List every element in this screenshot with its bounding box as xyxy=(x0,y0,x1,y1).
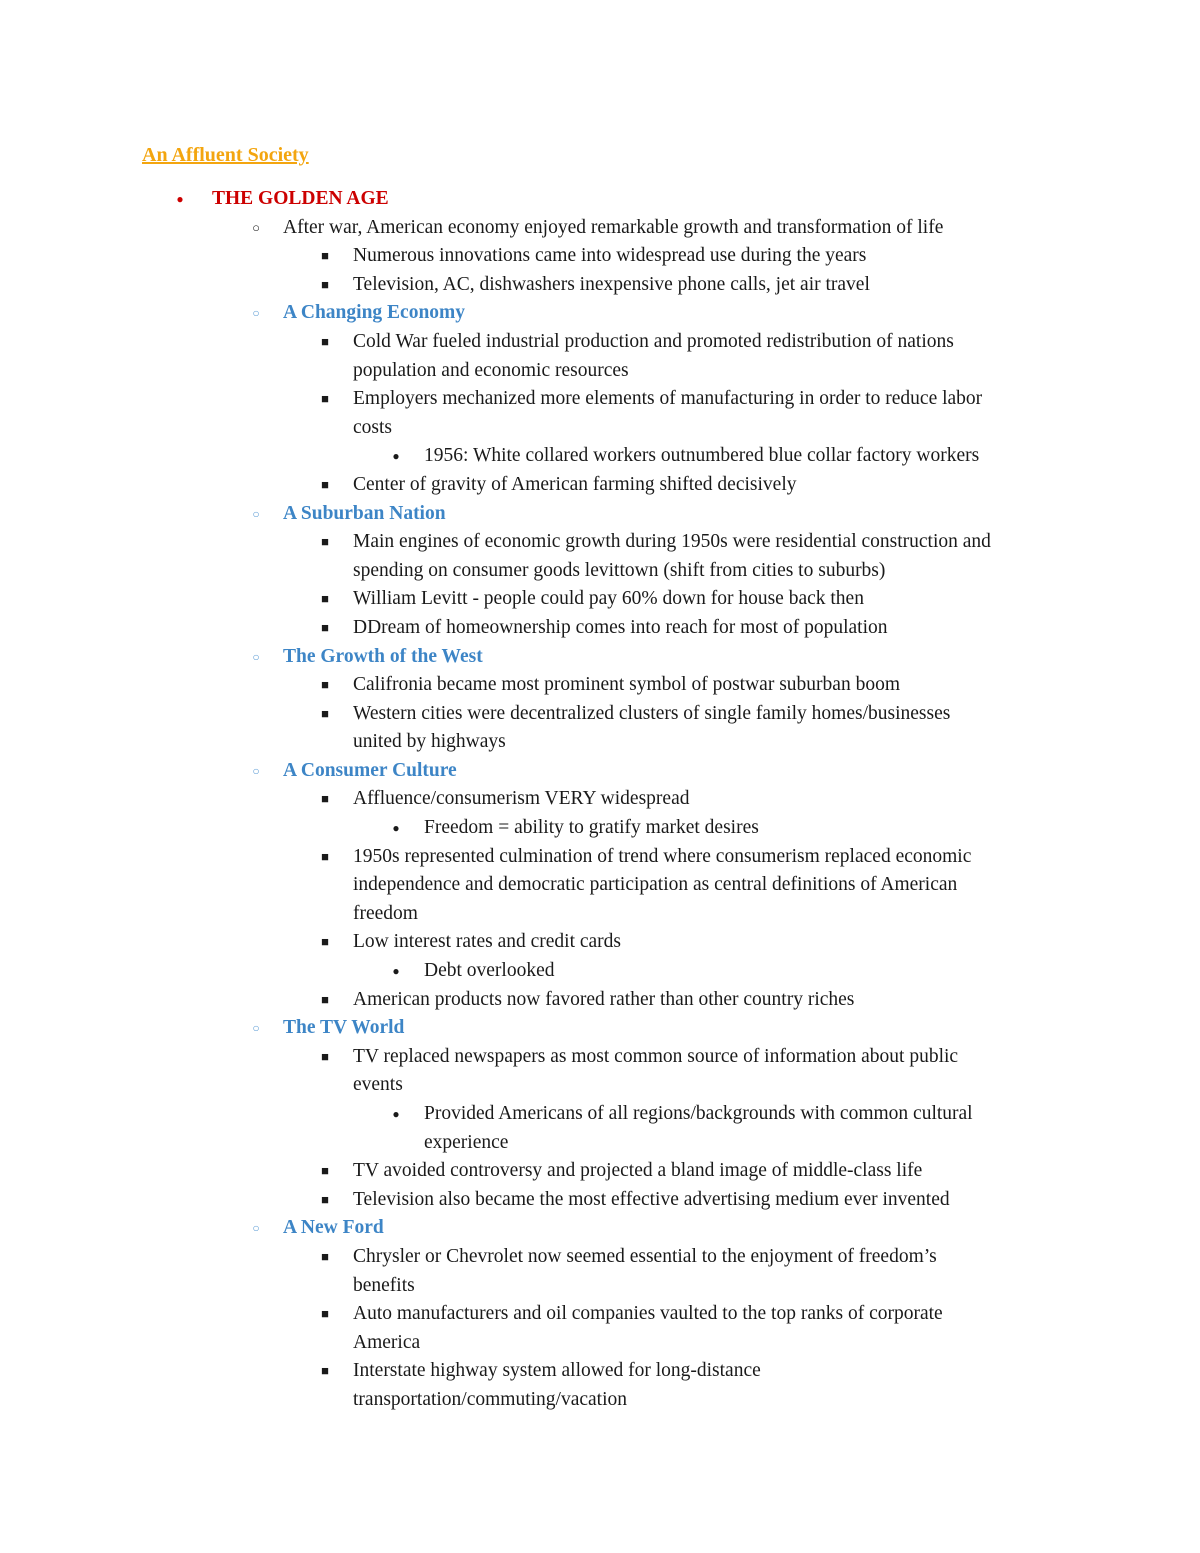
document-title: An Affluent Society xyxy=(142,144,309,166)
bullet-icon: ■ xyxy=(321,1248,329,1264)
list-item-text: DDream of homeownership comes into reach for most of population xyxy=(353,616,888,638)
bullet-icon: ■ xyxy=(321,391,329,407)
bullet-icon: ● xyxy=(392,821,400,836)
outline-list xyxy=(0,185,1200,1415)
list-item-text: Television, AC, dishwashers inexpensive phone calls, jet air travel xyxy=(353,273,870,295)
bullet-icon: ○ xyxy=(252,649,260,664)
list-item xyxy=(0,528,1200,557)
section-heading xyxy=(0,299,1200,328)
list-item-text: Numerous innovations came into widespread use during the years xyxy=(353,245,867,267)
list-item xyxy=(0,1329,1200,1358)
list-item xyxy=(0,214,1200,243)
list-item xyxy=(0,957,1200,986)
list-item xyxy=(0,1129,1200,1158)
list-item xyxy=(0,585,1200,614)
bullet-icon: ● xyxy=(392,1107,400,1121)
bullet-icon: ■ xyxy=(321,848,329,864)
list-item xyxy=(0,671,1200,700)
list-item xyxy=(0,1386,1200,1415)
bullet-icon: ● xyxy=(176,192,184,206)
section-heading xyxy=(0,1214,1200,1243)
bullet-icon: ■ xyxy=(321,248,329,264)
bullet-icon: ■ xyxy=(321,1363,329,1379)
list-item-text: events xyxy=(353,1074,403,1096)
list-item-text: TV replaced newspapers as most common source of information about public xyxy=(353,1045,959,1067)
bullet-icon: ○ xyxy=(252,306,260,321)
bullet-icon: ○ xyxy=(252,219,260,235)
list-item-text: Auto manufacturers and oil companies vaulted to the top ranks of corporate xyxy=(353,1303,943,1325)
list-item xyxy=(0,414,1200,443)
list-item-text: Chrysler or Chevrolet now seemed essential to the enjoyment of freedom’s xyxy=(353,1245,937,1267)
list-item xyxy=(0,442,1200,471)
list-item-text: Television also became the most effective advertising medium ever invented xyxy=(353,1188,950,1210)
bullet-icon: ■ xyxy=(321,1306,329,1322)
list-item xyxy=(0,1071,1200,1100)
list-item-text: transportation/commuting/vacation xyxy=(353,1388,628,1410)
bullet-icon: ■ xyxy=(321,333,329,349)
list-item-text: A Consumer Culture xyxy=(283,759,457,781)
bullet-icon: ■ xyxy=(321,677,329,693)
section-heading xyxy=(0,757,1200,786)
bullet-icon: ● xyxy=(392,449,400,464)
list-item-text: Freedom = ability to gratify market desires xyxy=(424,817,759,839)
list-item-text: After war, American economy enjoyed remarkable growth and transformation of life xyxy=(283,216,944,238)
bullet-icon: ■ xyxy=(321,591,329,607)
list-item xyxy=(0,271,1200,300)
bullet-icon: ■ xyxy=(321,476,329,492)
list-item-text: TV avoided controversy and projected a bland image of middle-class life xyxy=(353,1160,923,1182)
list-item xyxy=(0,814,1200,843)
list-item-text: A New Ford xyxy=(283,1217,384,1239)
list-item xyxy=(0,328,1200,357)
list-item xyxy=(0,1357,1200,1386)
list-item xyxy=(0,242,1200,271)
list-item xyxy=(0,785,1200,814)
list-item xyxy=(0,728,1200,757)
list-item xyxy=(0,1043,1200,1072)
list-item xyxy=(0,1157,1200,1186)
bullet-icon: ■ xyxy=(321,1163,329,1179)
list-item xyxy=(0,614,1200,643)
list-item-text: experience xyxy=(424,1131,509,1153)
list-item xyxy=(0,986,1200,1015)
list-item-text: America xyxy=(353,1331,421,1353)
bullet-icon: ○ xyxy=(252,506,260,521)
section-heading xyxy=(0,185,1200,214)
list-item-text: Affluence/consumerism VERY widespread xyxy=(353,788,690,810)
bullet-icon: ■ xyxy=(321,1191,329,1207)
section-heading xyxy=(0,500,1200,529)
list-item-text: population and economic resources xyxy=(353,359,629,381)
section-heading xyxy=(0,1014,1200,1043)
list-item xyxy=(0,1100,1200,1129)
list-item-text: Debt overlooked xyxy=(424,960,555,982)
list-item-text: The Growth of the West xyxy=(283,645,483,667)
bullet-icon: ■ xyxy=(321,791,329,807)
list-item xyxy=(0,871,1200,900)
list-item-text: Califronia became most prominent symbol of postwar suburban boom xyxy=(353,674,900,696)
list-item-text: costs xyxy=(353,416,392,438)
list-item xyxy=(0,700,1200,729)
list-item xyxy=(0,900,1200,929)
bullet-icon: ○ xyxy=(252,1221,260,1236)
bullet-icon: ○ xyxy=(252,763,260,778)
bullet-icon: ■ xyxy=(321,705,329,721)
list-item-text: William Levitt - people could pay 60% down for house back then xyxy=(353,588,864,610)
list-item-text: Interstate highway system allowed for long-distance xyxy=(353,1360,761,1382)
list-item-text: The TV World xyxy=(283,1017,405,1039)
list-item-text: united by highways xyxy=(353,731,506,753)
list-item-text: spending on consumer goods levittown (shift from cities to suburbs) xyxy=(353,559,886,581)
bullet-icon: ■ xyxy=(321,619,329,635)
list-item-text: Employers mechanized more elements of manufacturing in order to reduce labor xyxy=(353,388,983,410)
list-item xyxy=(0,928,1200,957)
list-item xyxy=(0,1186,1200,1215)
bullet-icon: ○ xyxy=(252,1021,260,1036)
list-item-text: Center of gravity of American farming shifted decisively xyxy=(353,473,797,495)
list-item-text: American products now favored rather than other country riches xyxy=(353,988,855,1010)
list-item xyxy=(0,1272,1200,1301)
bullet-icon: ■ xyxy=(321,1048,329,1064)
bullet-icon: ■ xyxy=(321,934,329,950)
bullet-icon: ● xyxy=(392,964,400,979)
list-item-text: A Changing Economy xyxy=(283,302,466,324)
list-item-text: THE GOLDEN AGE xyxy=(212,188,389,209)
list-item xyxy=(0,471,1200,500)
list-item-text: independence and democratic participation as central definitions of American xyxy=(353,874,958,896)
list-item xyxy=(0,385,1200,414)
list-item xyxy=(0,1243,1200,1272)
list-item xyxy=(0,843,1200,872)
section-heading xyxy=(0,643,1200,672)
bullet-icon: ■ xyxy=(321,534,329,550)
bullet-icon: ■ xyxy=(321,276,329,292)
list-item xyxy=(0,357,1200,386)
list-item-text: 1956: White collared workers outnumbered blue collar factory workers xyxy=(424,445,980,467)
list-item xyxy=(0,557,1200,586)
list-item-text: Western cities were decentralized clusters of single family homes/businesses xyxy=(353,702,951,724)
list-item-text: A Suburban Nation xyxy=(283,502,446,524)
list-item-text: Main engines of economic growth during 1950s were residential construction and xyxy=(353,531,991,553)
list-item-text: 1950s represented culmination of trend where consumerism replaced economic xyxy=(353,845,972,867)
list-item xyxy=(0,1300,1200,1329)
list-item-text: Cold War fueled industrial production and promoted redistribution of nations xyxy=(353,330,954,352)
list-item-text: Low interest rates and credit cards xyxy=(353,931,622,953)
list-item-text: benefits xyxy=(353,1274,415,1296)
list-item-text: Provided Americans of all regions/backgrounds with common cultural xyxy=(424,1103,973,1124)
list-item-text: freedom xyxy=(353,902,418,924)
bullet-icon: ■ xyxy=(321,991,329,1007)
